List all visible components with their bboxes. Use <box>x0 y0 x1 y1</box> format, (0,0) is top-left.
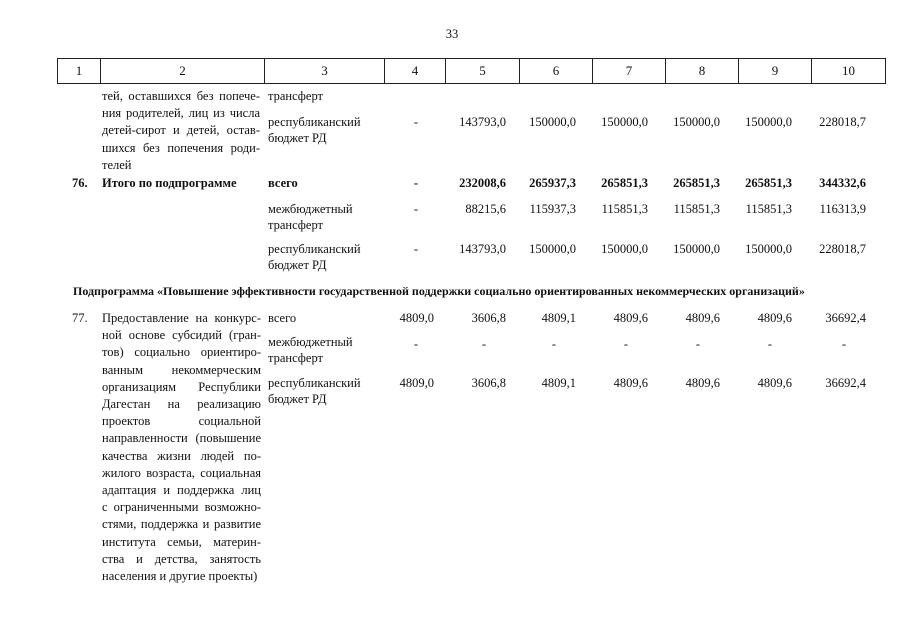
value-cell: - <box>623 337 628 351</box>
value-cell: - <box>481 337 486 351</box>
row-77-transfer-label: трансферт <box>268 351 323 365</box>
value-cell: 4809,1 <box>541 311 576 325</box>
row-77-budget-label: бюджет РД <box>268 392 327 406</box>
row-cont-name <box>102 88 260 174</box>
row-77-budget-label: республиканский <box>268 376 361 390</box>
column-header: 4 <box>385 59 446 84</box>
row-76-budget-label: бюджет РД <box>268 258 327 272</box>
row-77-name-line: качества жизни людей по- <box>102 448 261 463</box>
value-cell: 150000,0 <box>745 115 792 129</box>
row-77-name <box>102 310 261 585</box>
column-header: 10 <box>812 59 886 84</box>
column-header: 9 <box>739 59 812 84</box>
value-cell: 228018,7 <box>819 242 866 256</box>
row-76-name: Итого по подпрограмме <box>102 176 237 190</box>
value-cell: 344332,6 <box>819 176 866 190</box>
value-cell: 115937,3 <box>529 202 576 216</box>
value-cell: - <box>413 202 418 216</box>
value-cell: 36692,4 <box>825 376 866 390</box>
value-cell: 115851,3 <box>673 202 720 216</box>
column-header: 1 <box>58 59 101 84</box>
row-77-number: 77. <box>72 311 88 325</box>
value-cell: 265851,3 <box>601 176 648 190</box>
value-cell: 4809,0 <box>399 311 434 325</box>
row-77-name-line: института семьи, материн- <box>102 534 261 549</box>
value-cell: - <box>413 115 418 129</box>
row-cont-source-budget: республиканский <box>268 115 361 129</box>
value-cell: - <box>413 337 418 351</box>
row-77-name-line: Дагестан на реализацию <box>102 397 261 412</box>
row-cont-name-line: шихся без попечения роди- <box>102 140 260 155</box>
column-header-row <box>57 58 886 84</box>
value-cell: 150000,0 <box>673 242 720 256</box>
value-cell: 4809,0 <box>399 376 434 390</box>
row-76-total-label: всего <box>268 176 298 190</box>
value-cell: 150000,0 <box>745 242 792 256</box>
column-header: 8 <box>666 59 739 84</box>
row-77-name-line: адаптация и поддержка лиц <box>102 483 261 498</box>
value-cell: 36692,4 <box>825 311 866 325</box>
row-77-name-line: тов) социально ориентиро- <box>102 345 261 360</box>
row-77-name-line: организациям Республики <box>102 379 261 394</box>
row-cont-name-line: тей, оставшихся без попече- <box>102 89 260 103</box>
value-cell: - <box>695 337 700 351</box>
value-cell: 232008,6 <box>459 176 506 190</box>
value-cell: 143793,0 <box>459 242 506 256</box>
column-header: 5 <box>446 59 520 84</box>
value-cell: - <box>413 176 418 190</box>
column-header: 3 <box>265 59 385 84</box>
value-cell: 150000,0 <box>601 115 648 129</box>
value-cell: - <box>413 242 418 256</box>
value-cell: 4809,6 <box>613 376 648 390</box>
value-cell: 4809,6 <box>757 376 792 390</box>
value-cell: 4809,6 <box>685 311 720 325</box>
value-cell: 115851,3 <box>601 202 648 216</box>
row-76-budget-label: республиканский <box>268 242 361 256</box>
row-77-name-line: жилого возраста, социальная <box>102 465 261 480</box>
value-cell: 150000,0 <box>673 115 720 129</box>
column-header: 7 <box>593 59 666 84</box>
row-cont-source-budget: бюджет РД <box>268 131 327 145</box>
row-77-name-line: ства и детства, занятость <box>102 551 261 566</box>
row-77-name-line: направленности (повышение <box>102 431 261 446</box>
value-cell: 150000,0 <box>529 115 576 129</box>
value-cell: 265851,3 <box>745 176 792 190</box>
value-cell: 4809,6 <box>685 376 720 390</box>
row-76-transfer-label: межбюджетный <box>268 202 353 216</box>
value-cell: 88215,6 <box>465 202 506 216</box>
row-77-name-line: проектов социальной <box>102 414 261 429</box>
value-cell: 228018,7 <box>819 115 866 129</box>
value-cell: 115851,3 <box>745 202 792 216</box>
row-77-transfer-label: межбюджетный <box>268 335 353 349</box>
value-cell: 150000,0 <box>601 242 648 256</box>
row-77-name-line: ной основе субсидий (гран- <box>102 328 261 343</box>
value-cell: 4809,1 <box>541 376 576 390</box>
column-header: 6 <box>520 59 593 84</box>
row-cont-name-line: детей-сирот и детей, остав- <box>102 123 260 138</box>
value-cell: - <box>551 337 556 351</box>
row-77-total-label: всего <box>268 311 297 325</box>
row-77-name-line: населения и другие проекты) <box>102 569 258 584</box>
row-cont-name-line: ния родителей, лиц из числа <box>102 106 260 121</box>
value-cell: 4809,6 <box>613 311 648 325</box>
row-cont-source-transfer: трансферт <box>268 89 323 103</box>
row-77-name-line: с ограниченными возможно- <box>102 500 261 515</box>
value-cell: 3606,8 <box>471 311 506 325</box>
row-77-name-line: Предоставление на конкурс- <box>102 311 261 325</box>
row-77-name-line: ванным некоммерческим <box>102 362 261 377</box>
value-cell: 4809,6 <box>757 311 792 325</box>
value-cell: 265937,3 <box>529 176 576 190</box>
row-cont-name-line: телей <box>102 157 132 172</box>
value-cell: 265851,3 <box>673 176 720 190</box>
value-cell: 150000,0 <box>529 242 576 256</box>
page-number: 33 <box>445 27 459 41</box>
value-cell: 116313,9 <box>819 202 866 216</box>
column-header: 2 <box>101 59 265 84</box>
value-cell: 3606,8 <box>471 376 506 390</box>
value-cell: 143793,0 <box>459 115 506 129</box>
row-76-transfer-label: трансферт <box>268 218 323 232</box>
subprogram-heading: Подпрограмма «Повышение эффективности государственной поддержки социально ориентированных некоммерческих организаций» <box>73 284 805 298</box>
value-cell: - <box>767 337 772 351</box>
value-cell: - <box>841 337 846 351</box>
row-77-name-line: стями, поддержка и развитие <box>102 517 261 532</box>
row-76-number: 76. <box>72 176 88 190</box>
